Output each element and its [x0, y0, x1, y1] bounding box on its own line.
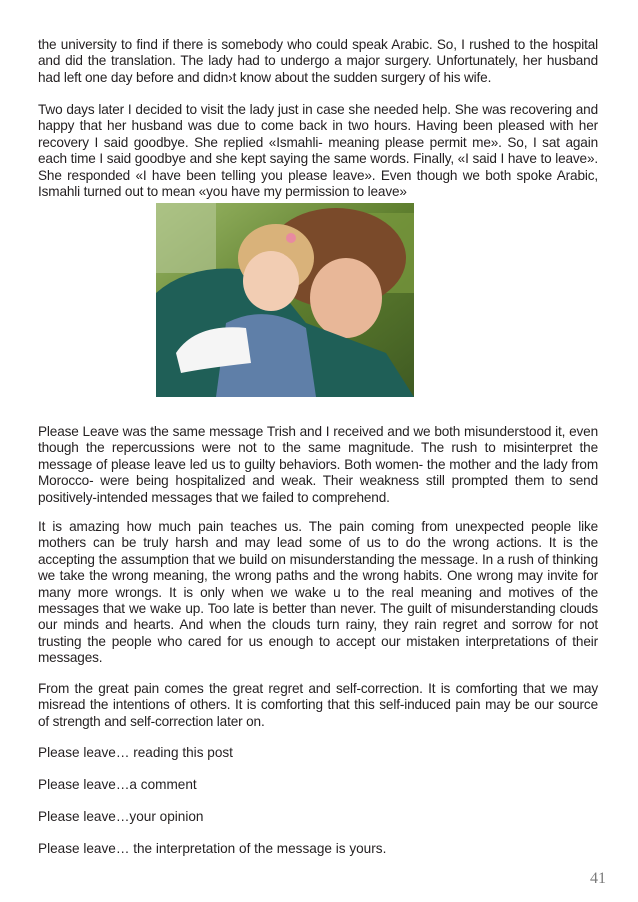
closing-line-2: Please leave…a comment — [38, 777, 197, 792]
photo-mother-hugging-child — [156, 203, 414, 397]
paragraph-4: It is amazing how much pain teaches us. The pain coming from unexpected people like mothers can be truly harsh and may lead some of us to do the wrong actions. It is the accepting the assumption that we build on misunderstanding the message. In a rush of thinking we take the wrong meaning, the wrong paths and the wrong habits. One wrong may invite for many more wrongs. It is only when we wake u to the real meaning and motives of the messages that we wake up. Too late is better than never. The guilt of misunderstanding clouds our minds and hearts. And when the clouds turn rainy, they rain regret and sorrow for not trusting the people who cared for us enough to accept our mistaken interpretations of their messages. — [38, 519, 598, 666]
paragraph-1: the university to find if there is somebody who could speak Arabic. So, I rushed to the hospital and did the translation. The lady had to undergo a major surgery. Unfortunately, her husband had left one day before and didn›t know about the sudden surgery of his wife. — [38, 37, 598, 85]
paragraph-5: From the great pain comes the great regret and self-correction. It is comforting that we may misread the intentions of others. It is comforting that this self-induced pain may be our source of strength and self-correction later on. — [38, 681, 598, 729]
page-number: 41 — [590, 870, 606, 887]
paragraph-3: Please Leave was the same message Trish and I received and we both misunderstood it, even though the repercussions were not to the same magnitude. The rush to misinterpret the message of please leave led us to guilty behaviors. Both women- the mother and the lady from Morocco- were being hospitalized and weak. Their weakness still prompted them to send positively-intended messages that we failed to comprehend. — [38, 424, 598, 505]
closing-line-3: Please leave…your opinion — [38, 809, 204, 824]
paragraph-2: Two days later I decided to visit the lady just in case she needed help. She was recovering and happy that her husband was due to come back in two hours. Having been pleased with her recovery I said goodbye. She replied «Ismahli- meaning please permit me». So, I sat again each time I said goodbye and she kept saying the same words. Finally, «I said I have to leave». She responded «I have been telling you please leave». Even though we both spoke Arabic, Ismahli turned out to mean «you have my permission to leave» — [38, 102, 598, 200]
closing-line-4: Please leave… the interpretation of the message is yours. — [38, 841, 387, 856]
closing-line-1: Please leave… reading this post — [38, 745, 233, 760]
